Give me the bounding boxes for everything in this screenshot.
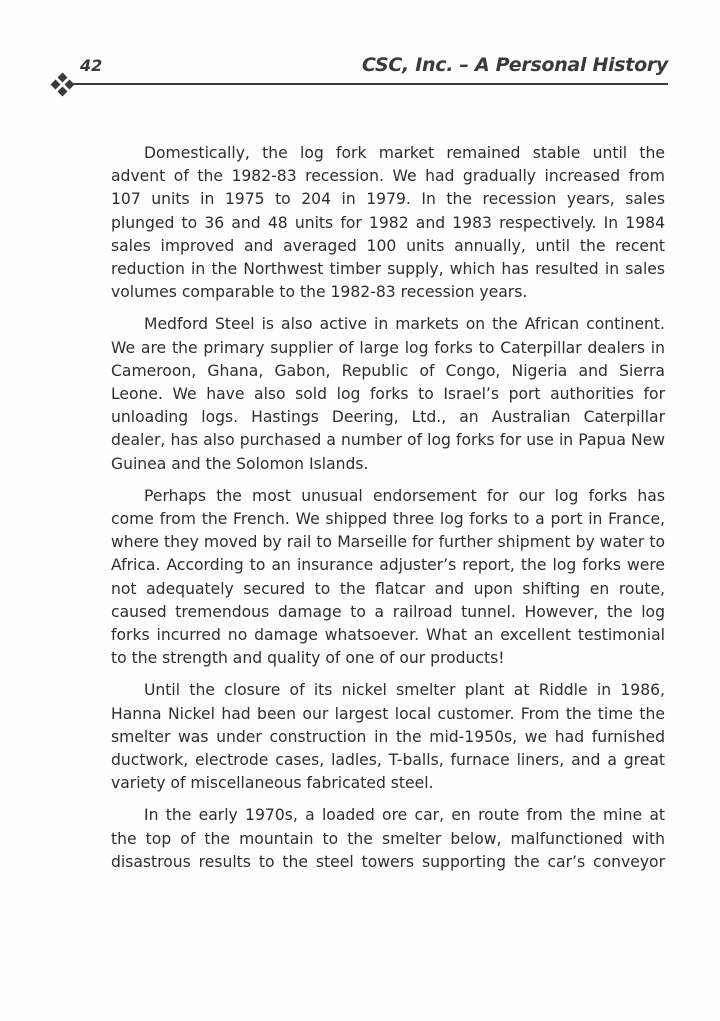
page-header [56, 52, 668, 92]
diamond-icon [58, 87, 68, 97]
paragraph: Domestically, the log fork market remained stable until the advent of the 1982-83 recession. We had gradually increased from 107 units in 1975 to 204 in 1979. In the recession years, sales plunged to 36 and 48 units for 1982 and 1983 respectively. In 1984 sales improved and averaged 100 units annually, until the recent reduction in the Northwest timber supply, which has resulted in sales volumes comparable to the 1982-83 recession years. [111, 144, 665, 302]
body-text [111, 142, 665, 883]
paragraph: Medford Steel is also active in markets on the African continent. We are the primary supplier of large log forks to Caterpillar dealers in Cameroon, Ghana, Gabon, Republic of Congo, Nigeria and Sierra Leone. We have also sold log forks to Israel’s port authorities for unloading logs. Hastings Deering, Ltd., an Australian Caterpillar dealer, has also purchased a number of log forks for use in Papua New Guinea and the Solomon Islands. [111, 315, 665, 473]
running-title: CSC, Inc. – A Personal History [362, 54, 668, 76]
page-number: 42 [80, 56, 103, 75]
diamond-ornament-icon [52, 74, 74, 96]
paragraph: Perhaps the most unusual endorsement for our log forks has come from the French. We shipped three log forks to a port in France, where they moved by rail to Marseille for further shipment by water to Africa. According to an insurance adjuster’s report, the log forks were not adequately secured to the flatcar and upon shifting en route, caused tremendous damage to a railroad tunnel. However, the log forks incurred no damage whatsoever. What an excellent testimonial to the strength and quality of one of our products! [111, 486, 665, 668]
diamond-icon [58, 73, 68, 83]
diamond-icon [51, 80, 61, 90]
header-rule [72, 83, 668, 85]
paragraph: In the early 1970s, a loaded ore car, en route from the mine at the top of the mountain to the smelter below, malfunctioned with disastrous results to the steel towers supporting the car’s conveyor [111, 806, 665, 871]
paragraph: Until the closure of its nickel smelter plant at Riddle in 1986, Hanna Nickel had been our largest local customer. From the time the smelter was under construction in the mid-1950s, we had furnished ductwork, electrode cases, ladles, T-balls, furnace liners, and a great variety of miscellaneous fabricated steel. [111, 681, 665, 793]
